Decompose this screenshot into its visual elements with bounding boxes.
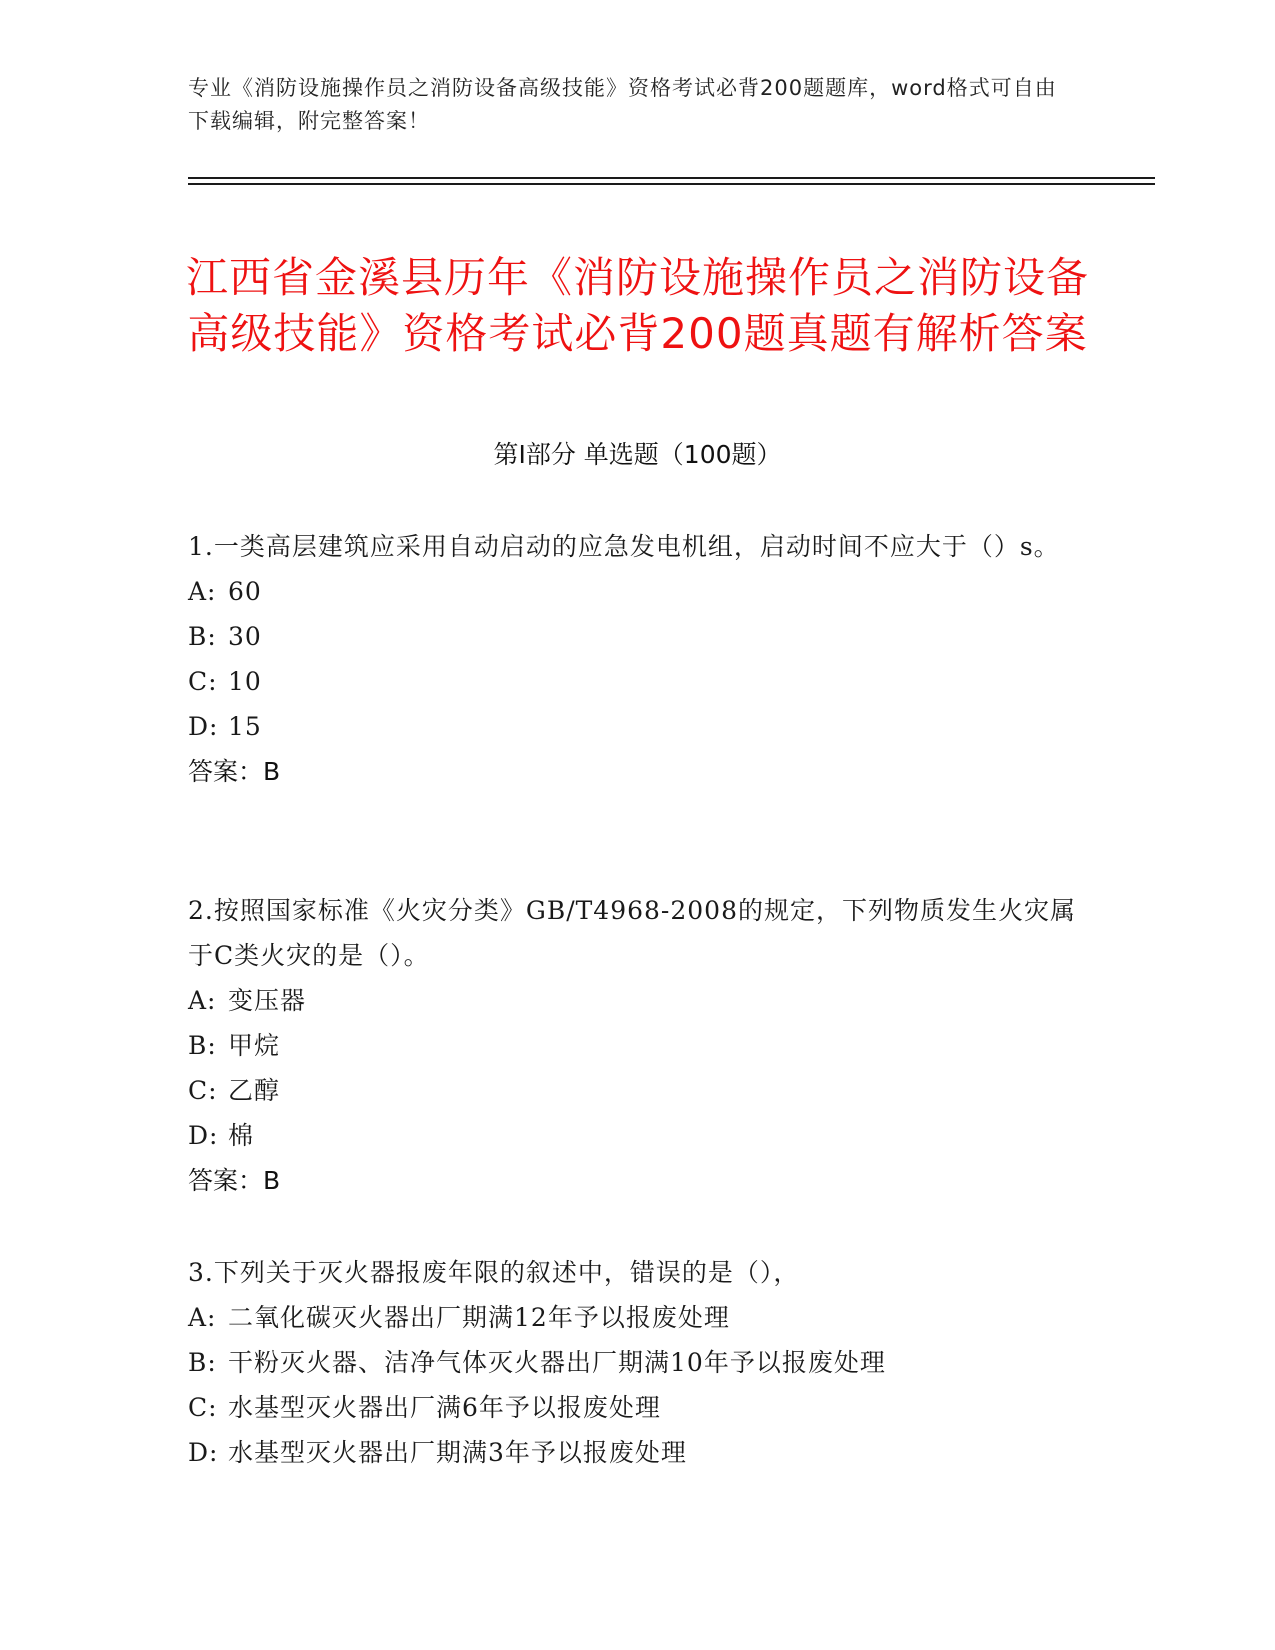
question-3 <box>188 1250 1088 1475</box>
option-text: 10 <box>228 667 262 696</box>
option-text: 变压器 <box>228 986 307 1015</box>
option-text: 30 <box>228 622 262 651</box>
option-d <box>188 704 1088 749</box>
option-text: 水基型灭火器出厂满6年予以报废处理 <box>228 1393 661 1422</box>
option-letter: D: <box>188 1438 219 1467</box>
option-letter: C: <box>188 1076 218 1105</box>
option-a <box>188 569 1088 614</box>
option-text: 水基型灭火器出厂期满3年予以报废处理 <box>228 1438 687 1467</box>
option-c <box>188 1385 1088 1430</box>
option-text: 棉 <box>228 1121 255 1150</box>
option-letter: B: <box>188 622 217 651</box>
option-letter: B: <box>188 1031 217 1060</box>
option-b <box>188 1340 1088 1385</box>
option-text: 15 <box>228 712 262 741</box>
option-b <box>188 614 1088 659</box>
option-letter: C: <box>188 1393 218 1422</box>
option-b <box>188 1023 1088 1068</box>
option-text: 二氧化碳灭火器出厂期满12年予以报废处理 <box>228 1303 730 1332</box>
option-text: 60 <box>228 577 262 606</box>
option-letter: D: <box>188 1121 219 1150</box>
document-title: 江西省金溪县历年《消防设施操作员之消防设备高级技能》资格考试必背200题真题有解析答案 <box>185 253 1089 359</box>
option-d <box>188 1430 1088 1475</box>
option-a <box>188 1295 1088 1340</box>
question-1 <box>188 524 1088 794</box>
option-letter: D: <box>188 712 219 741</box>
option-a <box>188 978 1088 1023</box>
answer-line: 答案：B <box>188 757 281 786</box>
option-letter: C: <box>188 667 218 696</box>
option-letter: A: <box>188 1303 217 1332</box>
question-stem: 2.按照国家标准《火灾分类》GB/T4968-2008的规定，下列物质发生火灾属于C类火灾的是（）。 <box>188 896 1076 970</box>
header-divider-bottom <box>188 183 1155 185</box>
question-stem: 3.下列关于灭火器报废年限的叙述中，错误的是（）， <box>188 1258 800 1287</box>
option-text: 乙醇 <box>228 1076 281 1105</box>
option-letter: A: <box>188 577 217 606</box>
option-c <box>188 1068 1088 1113</box>
option-letter: B: <box>188 1348 217 1377</box>
question-2 <box>188 888 1088 1203</box>
header-divider-top <box>188 177 1155 179</box>
option-text: 甲烷 <box>228 1031 281 1060</box>
option-c <box>188 659 1088 704</box>
header-note: 专业《消防设施操作员之消防设备高级技能》资格考试必背200题题库，word格式可自由下载编辑，附完整答案！ <box>188 76 1057 133</box>
option-letter: A: <box>188 986 217 1015</box>
question-stem: 1.一类高层建筑应采用自动启动的应急发电机组，启动时间不应大于（）s。 <box>188 532 1060 561</box>
answer-line: 答案：B <box>188 1166 281 1195</box>
section-heading: 第Ⅰ部分 单选题（100题） <box>493 440 782 469</box>
option-text: 干粉灭火器、洁净气体灭火器出厂期满10年予以报废处理 <box>228 1348 886 1377</box>
option-d <box>188 1113 1088 1158</box>
